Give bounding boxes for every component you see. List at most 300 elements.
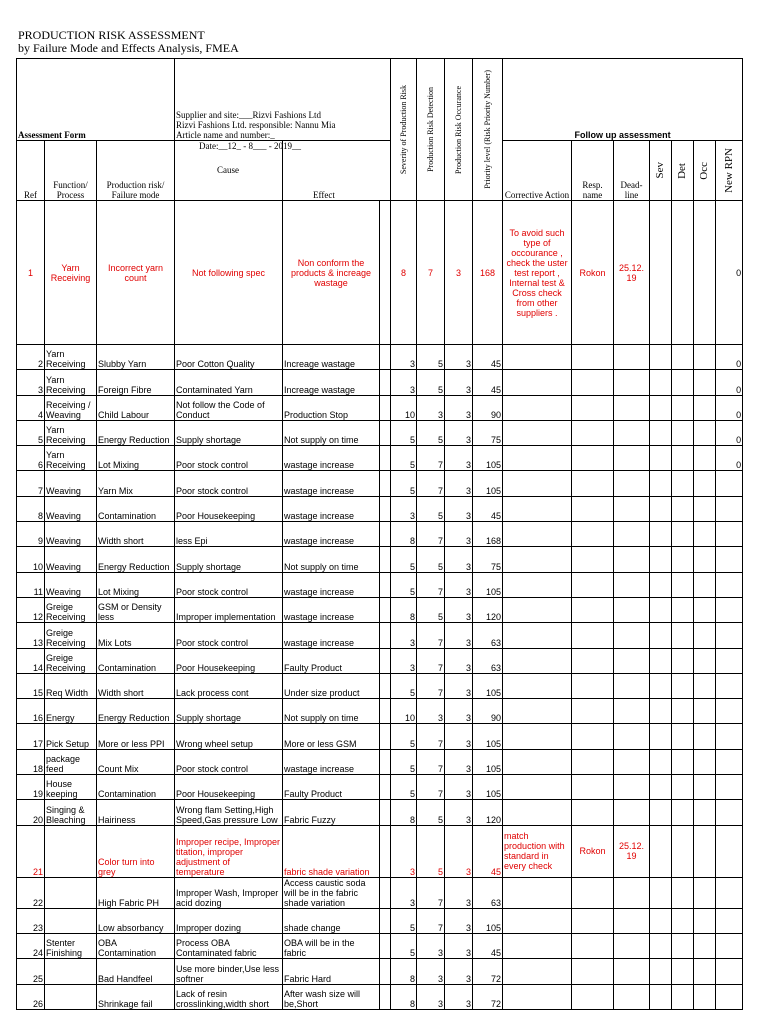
risk-cell: Contamination: [97, 496, 175, 521]
severity-cell: 8: [391, 597, 417, 622]
risk-cell: Energy Reduction: [97, 547, 175, 572]
cause-cell: Contaminated Yarn: [175, 370, 283, 395]
occ-cell: [694, 984, 716, 1009]
detection-cell: 7: [417, 877, 445, 908]
header-risk: Production risk/ Failure mode: [97, 141, 175, 201]
effect-cell: Access caustic soda will be in the fabric shade variation: [283, 877, 380, 908]
corrective-cell: [503, 673, 572, 698]
table-row: [17, 572, 743, 597]
ref-cell: 18: [17, 749, 45, 774]
corrective-cell: [503, 800, 572, 825]
new-rpn-cell: 0: [716, 420, 743, 445]
deadline-cell: [614, 959, 650, 984]
deadline-cell: [614, 395, 650, 420]
deadline-cell: [614, 984, 650, 1009]
form-title: Assessment Form: [17, 59, 175, 141]
ref-cell: 4: [17, 395, 45, 420]
sev-cell: [650, 775, 672, 800]
occurance-cell: 3: [445, 370, 473, 395]
rpn-cell: 168: [473, 201, 503, 345]
resp-cell: [572, 908, 614, 933]
resp-cell: [572, 471, 614, 496]
table-row: [17, 471, 743, 496]
cause-cell: Poor Housekeeping: [175, 775, 283, 800]
header-ref: Ref: [17, 141, 45, 201]
corrective-cell: [503, 420, 572, 445]
sev-cell: [650, 800, 672, 825]
detection-cell: 5: [417, 547, 445, 572]
sev-cell: [650, 572, 672, 597]
ref-cell: 9: [17, 522, 45, 547]
header-effect: Effect: [283, 141, 391, 201]
risk-cell: Yarn Mix: [97, 471, 175, 496]
risk-cell: Low absorbancy: [97, 908, 175, 933]
effect-cell: shade change: [283, 908, 380, 933]
spacer-cell: [380, 933, 391, 958]
new-rpn-cell: [716, 825, 743, 877]
det-cell: [672, 345, 694, 370]
sev-cell: [650, 623, 672, 648]
header-resp: Resp. name: [572, 141, 614, 201]
occ-cell: [694, 724, 716, 749]
cause-cell: Poor Housekeeping: [175, 648, 283, 673]
table-row: [17, 959, 743, 984]
detection-cell: 7: [417, 749, 445, 774]
severity-cell: 8: [391, 959, 417, 984]
rpn-cell: 63: [473, 877, 503, 908]
corrective-cell: [503, 496, 572, 521]
rpn-cell: 75: [473, 420, 503, 445]
corrective-cell: [503, 984, 572, 1009]
occurance-cell: 3: [445, 959, 473, 984]
rpn-cell: 120: [473, 800, 503, 825]
severity-cell: 5: [391, 775, 417, 800]
new-rpn-cell: [716, 699, 743, 724]
new-rpn-cell: [716, 496, 743, 521]
sev-cell: [650, 749, 672, 774]
risk-cell: Slubby Yarn: [97, 345, 175, 370]
rpn-cell: 45: [473, 370, 503, 395]
occ-cell: [694, 572, 716, 597]
resp-cell: [572, 572, 614, 597]
cause-cell: Poor Cotton Quality: [175, 345, 283, 370]
ref-cell: 13: [17, 623, 45, 648]
document-subtitle: by Failure Mode and Effects Analysis, FMEA: [18, 41, 239, 55]
cause-cell: Use more binder,Use less softner: [175, 959, 283, 984]
deadline-cell: [614, 623, 650, 648]
function-cell: Greige Receiving: [45, 648, 97, 673]
effect-cell: Faulty Product: [283, 648, 380, 673]
rpn-cell: 63: [473, 648, 503, 673]
det-cell: [672, 775, 694, 800]
cause-cell: Poor stock control: [175, 446, 283, 471]
spacer-cell: [380, 345, 391, 370]
detection-cell: 5: [417, 420, 445, 445]
rpn-cell: 72: [473, 984, 503, 1009]
new-rpn-cell: [716, 877, 743, 908]
occ-cell: [694, 800, 716, 825]
function-cell: package feed: [45, 749, 97, 774]
risk-cell: High Fabric PH: [97, 877, 175, 908]
corrective-cell: [503, 877, 572, 908]
function-cell: Weaving: [45, 572, 97, 597]
risk-cell: Lot Mixing: [97, 572, 175, 597]
occurance-cell: 3: [445, 496, 473, 521]
det-cell: [672, 572, 694, 597]
rpn-cell: 105: [473, 446, 503, 471]
deadline-cell: [614, 775, 650, 800]
deadline-cell: [614, 673, 650, 698]
sev-cell: [650, 724, 672, 749]
function-cell: Stenter Finishing: [45, 933, 97, 958]
occurance-cell: 3: [445, 908, 473, 933]
det-cell: [672, 471, 694, 496]
new-rpn-cell: [716, 775, 743, 800]
new-rpn-cell: [716, 547, 743, 572]
occ-cell: [694, 420, 716, 445]
corrective-cell: [503, 471, 572, 496]
effect-cell: Increage wastage: [283, 345, 380, 370]
function-cell: Weaving: [45, 471, 97, 496]
rpn-cell: 63: [473, 623, 503, 648]
sev-cell: [650, 877, 672, 908]
deadline-cell: [614, 345, 650, 370]
occ-cell: [694, 648, 716, 673]
new-rpn-cell: [716, 471, 743, 496]
resp-cell: [572, 699, 614, 724]
cause-cell: Improper Wash, Improper acid dozing: [175, 877, 283, 908]
risk-cell: Energy Reduction: [97, 420, 175, 445]
occ-cell: [694, 699, 716, 724]
risk-cell: Contamination: [97, 775, 175, 800]
function-cell: Weaving: [45, 547, 97, 572]
severity-cell: 5: [391, 572, 417, 597]
table-row: [17, 724, 743, 749]
sev-cell: [650, 673, 672, 698]
deadline-cell: [614, 933, 650, 958]
deadline-cell: [614, 800, 650, 825]
spacer-cell: [380, 800, 391, 825]
risk-cell: GSM or Density less: [97, 597, 175, 622]
new-rpn-cell: [716, 749, 743, 774]
header-det: Det: [676, 162, 689, 179]
deadline-cell: [614, 597, 650, 622]
corrective-cell: [503, 547, 572, 572]
detection-cell: 7: [417, 648, 445, 673]
det-cell: [672, 825, 694, 877]
resp-cell: Rokon: [572, 201, 614, 345]
occ-cell: [694, 395, 716, 420]
table-row: [17, 496, 743, 521]
severity-cell: 5: [391, 908, 417, 933]
function-cell: Greige Receiving: [45, 597, 97, 622]
severity-cell: 5: [391, 471, 417, 496]
corrective-cell: [503, 345, 572, 370]
table-row: [17, 673, 743, 698]
corrective-cell: [503, 908, 572, 933]
det-cell: [672, 597, 694, 622]
supplier-line: Supplier and site:___Rizvi Fashions Ltd: [176, 110, 322, 120]
occ-cell: [694, 959, 716, 984]
occurance-cell: 3: [445, 825, 473, 877]
function-cell: Yarn Receiving: [45, 420, 97, 445]
det-cell: [672, 933, 694, 958]
corrective-cell: [503, 597, 572, 622]
corrective-cell: [503, 522, 572, 547]
risk-cell: More or less PPI: [97, 724, 175, 749]
spacer-cell: [380, 370, 391, 395]
rpn-cell: 105: [473, 471, 503, 496]
deadline-cell: [614, 370, 650, 395]
risk-cell: Width short: [97, 673, 175, 698]
cause-cell: Lack of resin crosslinking,width short: [175, 984, 283, 1009]
table-row: [17, 623, 743, 648]
occ-cell: [694, 522, 716, 547]
spacer-cell: [380, 908, 391, 933]
table-row: [17, 933, 743, 958]
sev-cell: [650, 420, 672, 445]
spacer-cell: [380, 749, 391, 774]
det-cell: [672, 420, 694, 445]
ref-cell: 24: [17, 933, 45, 958]
header-deadline: Dead- line: [614, 141, 650, 201]
ref-cell: 8: [17, 496, 45, 521]
det-cell: [672, 908, 694, 933]
cause-cell: Not follow the Code of Conduct: [175, 395, 283, 420]
table-row: [17, 522, 743, 547]
table-row: [17, 984, 743, 1009]
resp-cell: [572, 648, 614, 673]
deadline-cell: [614, 446, 650, 471]
table-row: [17, 749, 743, 774]
deadline-cell: [614, 699, 650, 724]
occurance-cell: 3: [445, 395, 473, 420]
severity-cell: 5: [391, 547, 417, 572]
severity-cell: 3: [391, 370, 417, 395]
cause-cell: Poor Housekeeping: [175, 496, 283, 521]
occurance-cell: 3: [445, 877, 473, 908]
rpn-cell: 45: [473, 345, 503, 370]
det-cell: [672, 370, 694, 395]
table-row: [17, 800, 743, 825]
spacer-cell: [380, 201, 391, 345]
effect-cell: Not supply on time: [283, 699, 380, 724]
new-rpn-cell: [716, 724, 743, 749]
sev-cell: [650, 648, 672, 673]
sev-cell: [650, 908, 672, 933]
ref-cell: 6: [17, 446, 45, 471]
effect-cell: Non conform the products & increage wastage: [283, 201, 380, 345]
det-cell: [672, 522, 694, 547]
table-row: [17, 370, 743, 395]
table-row: [17, 825, 743, 877]
det-cell: [672, 201, 694, 345]
risk-cell: OBA Contamination: [97, 933, 175, 958]
occ-cell: [694, 825, 716, 877]
header-occ: Occ: [698, 161, 711, 180]
ref-cell: 26: [17, 984, 45, 1009]
detection-cell: 3: [417, 395, 445, 420]
table-row: [17, 345, 743, 370]
ref-cell: 2: [17, 345, 45, 370]
corrective-cell: [503, 699, 572, 724]
rpn-cell: 105: [473, 908, 503, 933]
new-rpn-cell: [716, 572, 743, 597]
effect-cell: Fabric Fuzzy: [283, 800, 380, 825]
new-rpn-cell: 0: [716, 345, 743, 370]
severity-cell: 5: [391, 420, 417, 445]
effect-cell: Increage wastage: [283, 370, 380, 395]
deadline-cell: [614, 724, 650, 749]
occurance-cell: 3: [445, 673, 473, 698]
new-rpn-cell: [716, 597, 743, 622]
cause-cell: Poor stock control: [175, 623, 283, 648]
det-cell: [672, 800, 694, 825]
occurance-cell: 3: [445, 933, 473, 958]
sev-cell: [650, 825, 672, 877]
severity-cell: 10: [391, 699, 417, 724]
occ-cell: [694, 201, 716, 345]
cause-cell: Wrong wheel setup: [175, 724, 283, 749]
occ-cell: [694, 597, 716, 622]
spacer-cell: [380, 673, 391, 698]
severity-cell: 5: [391, 749, 417, 774]
spacer-cell: [380, 877, 391, 908]
corrective-cell: [503, 648, 572, 673]
document-title: PRODUCTION RISK ASSESSMENT: [18, 28, 205, 42]
detection-cell: 3: [417, 959, 445, 984]
resp-cell: [572, 547, 614, 572]
det-cell: [672, 699, 694, 724]
effect-cell: Not supply on time: [283, 420, 380, 445]
sev-cell: [650, 699, 672, 724]
risk-cell: Bad Handfeel: [97, 959, 175, 984]
detection-cell: 7: [417, 572, 445, 597]
new-rpn-cell: 0: [716, 395, 743, 420]
ref-cell: 12: [17, 597, 45, 622]
severity-cell: 3: [391, 496, 417, 521]
risk-cell: Color turn into grey: [97, 825, 175, 877]
spacer-cell: [380, 724, 391, 749]
occurance-cell: 3: [445, 547, 473, 572]
sev-cell: [650, 446, 672, 471]
function-cell: Weaving: [45, 496, 97, 521]
detection-cell: 5: [417, 345, 445, 370]
occurance-cell: 3: [445, 749, 473, 774]
occurance-cell: 3: [445, 648, 473, 673]
sev-cell: [650, 547, 672, 572]
detection-cell: 5: [417, 800, 445, 825]
cause-cell: Poor stock control: [175, 572, 283, 597]
detection-cell: 5: [417, 597, 445, 622]
risk-cell: Count Mix: [97, 749, 175, 774]
effect-cell: Faulty Product: [283, 775, 380, 800]
corrective-cell: [503, 623, 572, 648]
resp-cell: [572, 345, 614, 370]
spacer-cell: [380, 623, 391, 648]
sev-cell: [650, 933, 672, 958]
function-cell: Yarn Receiving: [45, 345, 97, 370]
effect-cell: wastage increase: [283, 572, 380, 597]
corrective-cell: [503, 775, 572, 800]
corrective-cell: match production with standard in every check: [503, 825, 572, 877]
effect-cell: Production Stop: [283, 395, 380, 420]
table-row: [17, 648, 743, 673]
resp-cell: [572, 800, 614, 825]
spacer-cell: [380, 572, 391, 597]
severity-cell: 8: [391, 522, 417, 547]
header-occurance: Production Risk Occurance: [453, 85, 463, 174]
det-cell: [672, 877, 694, 908]
occ-cell: [694, 471, 716, 496]
risk-cell: Energy Reduction: [97, 699, 175, 724]
ref-cell: 21: [17, 825, 45, 877]
occurance-cell: 3: [445, 201, 473, 345]
new-rpn-cell: 0: [716, 201, 743, 345]
cause-cell: Poor stock control: [175, 471, 283, 496]
detection-cell: 7: [417, 522, 445, 547]
rpn-cell: 90: [473, 699, 503, 724]
function-cell: Weaving: [45, 522, 97, 547]
risk-cell: Mix Lots: [97, 623, 175, 648]
table-row: [17, 547, 743, 572]
sev-cell: [650, 370, 672, 395]
severity-cell: 3: [391, 648, 417, 673]
spacer-cell: [380, 547, 391, 572]
corrective-cell: [503, 959, 572, 984]
det-cell: [672, 623, 694, 648]
resp-cell: [572, 522, 614, 547]
deadline-cell: 25.12. 19: [614, 201, 650, 345]
rpn-cell: 120: [473, 597, 503, 622]
new-rpn-cell: 0: [716, 446, 743, 471]
header-new-rpn: New RPN: [722, 148, 735, 193]
spacer-cell: [380, 597, 391, 622]
sev-cell: [650, 959, 672, 984]
resp-cell: [572, 984, 614, 1009]
sev-cell: [650, 471, 672, 496]
detection-cell: 7: [417, 201, 445, 345]
occ-cell: [694, 908, 716, 933]
function-cell: Singing & Bleaching: [45, 800, 97, 825]
resp-cell: [572, 724, 614, 749]
ref-cell: 15: [17, 673, 45, 698]
cause-cell: Supply shortage: [175, 547, 283, 572]
table-row: [17, 395, 743, 420]
severity-cell: 5: [391, 724, 417, 749]
risk-cell: Hairiness: [97, 800, 175, 825]
function-cell: Req Width: [45, 673, 97, 698]
corrective-cell: [503, 370, 572, 395]
corrective-cell: [503, 933, 572, 958]
header-corrective: Corrective Action: [503, 141, 572, 201]
cause-cell: Lack process cont: [175, 673, 283, 698]
occurance-cell: 3: [445, 522, 473, 547]
sev-cell: [650, 201, 672, 345]
resp-cell: [572, 420, 614, 445]
occurance-cell: 3: [445, 800, 473, 825]
occurance-cell: 3: [445, 446, 473, 471]
table-row: [17, 446, 743, 471]
spacer-cell: [380, 471, 391, 496]
cause-cell: Supply shortage: [175, 699, 283, 724]
effect-cell: wastage increase: [283, 471, 380, 496]
det-cell: [672, 749, 694, 774]
severity-cell: 5: [391, 446, 417, 471]
header-priority: Priority level (Risk Priority Number): [482, 70, 492, 189]
resp-cell: Rokon: [572, 825, 614, 877]
ref-cell: 5: [17, 420, 45, 445]
